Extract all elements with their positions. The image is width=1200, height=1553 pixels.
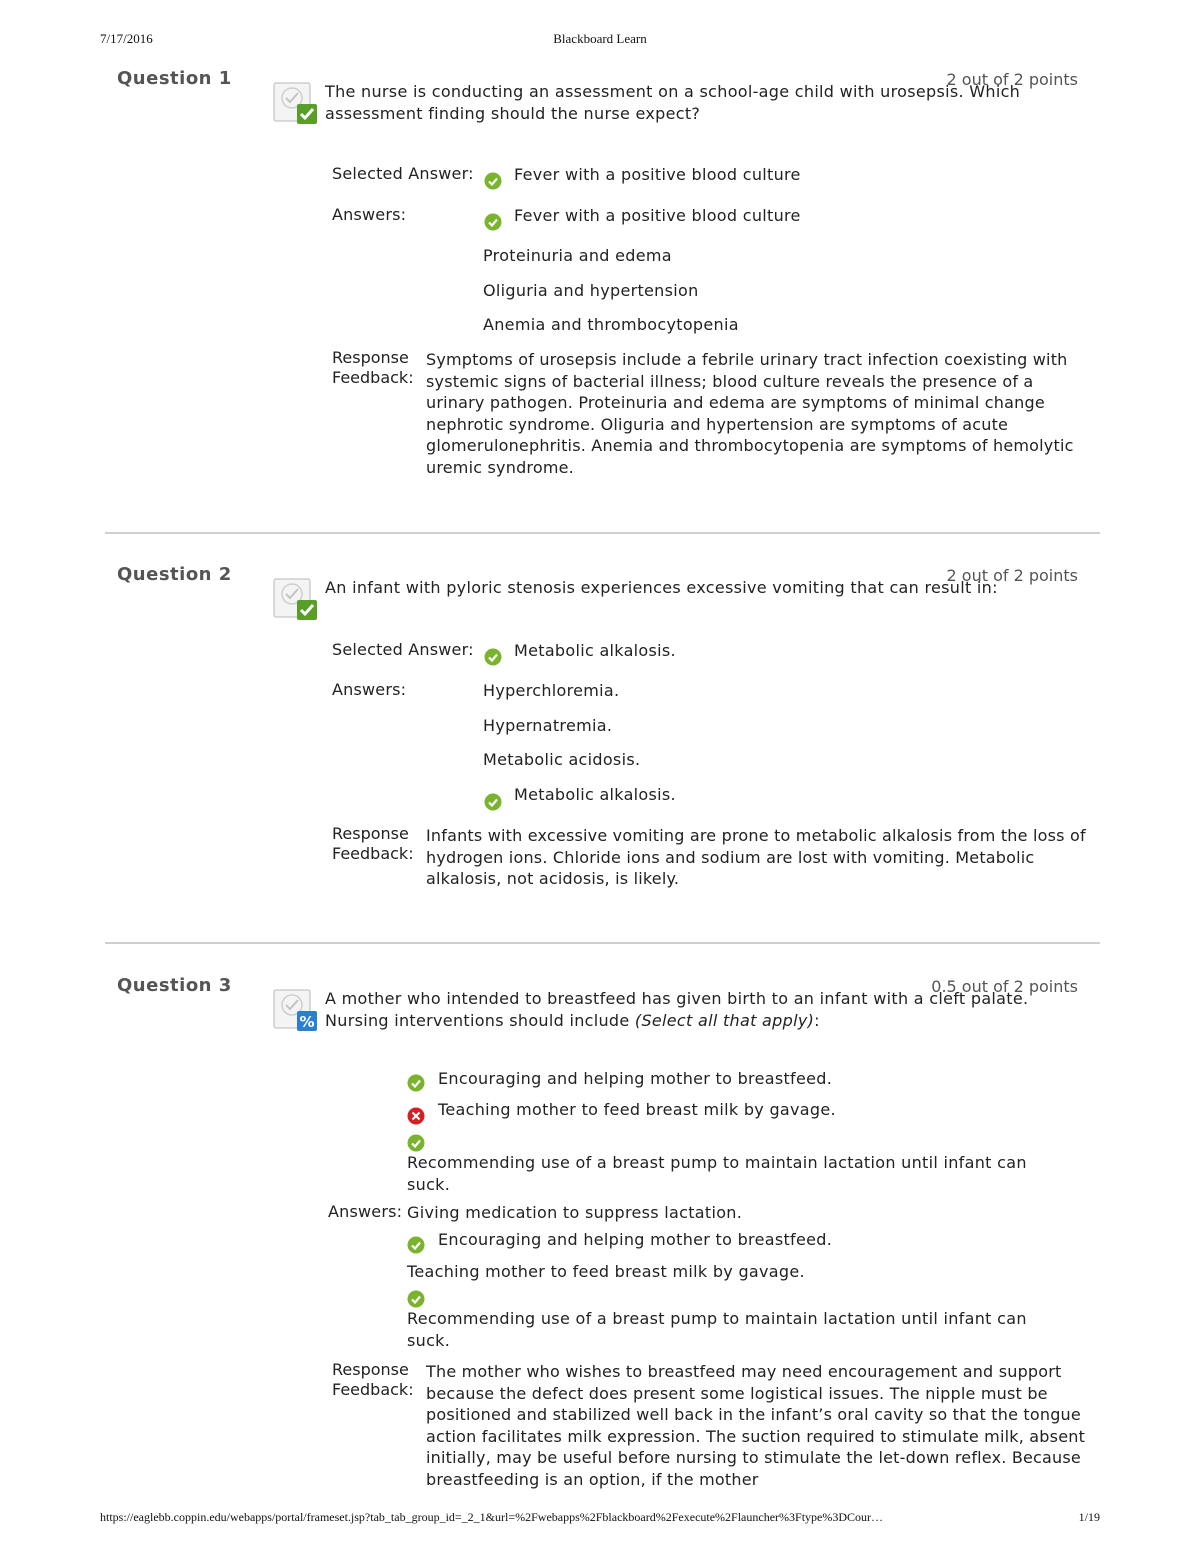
response-feedback: The mother who wishes to breastfeed may need encouragement and support because the defect does present some logistical issues. The nipple must be positioned and stabilized well back in the infant’s oral cavity so that the tongue action facilitates milk expression. The suction required to stimulate milk, absent initially, may be useful before nursing to stimulate the let-down reflex. Because breastfeeding is an option, if the mother <box>426 1362 1086 1489</box>
print-url: https://eaglebb.coppin.edu/webapps/portal/frameset.jsp?tab_tab_group_id=_2_1&url=%2Fwebapps%2Fblackboard%2Fexecute%2Flauncher%3Ftype%3DCour… <box>100 1510 884 1524</box>
response-feedback-label: Response Feedback: <box>332 824 414 863</box>
answer-option: Hypernatremia. <box>483 716 613 735</box>
selected-answer-label: Selected Answer: <box>332 640 474 659</box>
answer-option: Metabolic alkalosis. <box>514 785 676 804</box>
selected-answer: Teaching mother to feed breast milk by gavage. <box>438 1100 836 1119</box>
answer-option: Metabolic acidosis. <box>483 750 641 769</box>
answers-label: Answers: <box>332 680 407 699</box>
answer-option: Giving medication to suppress lactation. <box>407 1203 743 1222</box>
selected-answer-label: Selected Answer: <box>332 164 474 183</box>
answer-option: Proteinuria and edema <box>483 246 672 265</box>
print-title: Blackboard Learn <box>553 31 647 46</box>
question-label: Question 1 <box>117 68 232 89</box>
answer-option: Encouraging and helping mother to breastfeed. <box>438 1230 833 1249</box>
correct-check-icon <box>407 1290 425 1308</box>
selected-answer: Fever with a positive blood culture <box>514 165 801 184</box>
correct-check-icon <box>484 648 502 666</box>
correct-grade-icon <box>273 80 319 126</box>
answer-option: Teaching mother to feed breast milk by gavage. <box>407 1262 805 1281</box>
question-divider <box>105 532 1100 534</box>
answer-option: Recommending use of a breast pump to maintain lactation until infant can suck. <box>407 1309 1027 1350</box>
answers-label: Answers: <box>328 1202 403 1221</box>
answers-label: Answers: <box>332 205 407 224</box>
partial-credit-grade-icon <box>273 987 319 1033</box>
selected-answer: Encouraging and helping mother to breastfeed. <box>438 1069 833 1088</box>
question-text: An infant with pyloric stenosis experiences excessive vomiting that can result in: <box>325 578 998 597</box>
correct-check-icon <box>407 1236 425 1254</box>
answer-option: Oliguria and hypertension <box>483 281 699 300</box>
question-label: Question 2 <box>117 564 232 585</box>
answer-option: Hyperchloremia. <box>483 681 620 700</box>
response-feedback-label: Response Feedback: <box>332 1360 414 1399</box>
question-divider <box>105 942 1100 944</box>
correct-check-icon <box>407 1074 425 1092</box>
answer-option: Anemia and thrombocytopenia <box>483 315 739 334</box>
selected-answer: Recommending use of a breast pump to maintain lactation until infant can suck. <box>407 1153 1027 1194</box>
answer-option: Fever with a positive blood culture <box>514 206 801 225</box>
response-feedback-label: Response Feedback: <box>332 348 414 387</box>
question-points: 2 out of 2 points <box>946 70 1078 89</box>
response-feedback: Symptoms of urosepsis include a febrile urinary tract infection coexisting with systemic signs of bacterial illness; blood culture reveals the presence of a urinary pathogen. Proteinuria and edema are symptoms of minimal change nephrotic syndrome. Oliguria and hypertension are symptoms of acute glomerulonephritis. Anemia and thrombocytopenia are symptoms of hemolytic uremic syndrome. <box>426 350 1074 477</box>
question-label: Question 3 <box>117 975 232 996</box>
question-points: 0.5 out of 2 points <box>931 977 1078 996</box>
correct-check-icon <box>484 793 502 811</box>
incorrect-x-icon <box>407 1107 425 1125</box>
correct-grade-icon <box>273 576 319 622</box>
page-number: 1/19 <box>1078 1510 1100 1524</box>
correct-check-icon <box>407 1134 425 1152</box>
svg-text:%: % <box>299 1013 315 1031</box>
question-text: A mother who intended to breastfeed has given birth to an infant with a cleft palate. Nursing interventions should include (Select all that apply): <box>325 989 1029 1030</box>
print-date: 7/17/2016 <box>100 31 153 46</box>
question-points: 2 out of 2 points <box>946 566 1078 585</box>
correct-check-icon <box>484 213 502 231</box>
question-text: The nurse is conducting an assessment on a school-age child with urosepsis. Which assessment finding should the nurse expect? <box>325 82 1021 123</box>
selected-answer: Metabolic alkalosis. <box>514 641 676 660</box>
response-feedback: Infants with excessive vomiting are prone to metabolic alkalosis from the loss of hydrogen ions. Chloride ions and sodium are lost with vomiting. Metabolic alkalosis, not acidosis, is likely. <box>426 826 1086 888</box>
correct-check-icon <box>484 172 502 190</box>
